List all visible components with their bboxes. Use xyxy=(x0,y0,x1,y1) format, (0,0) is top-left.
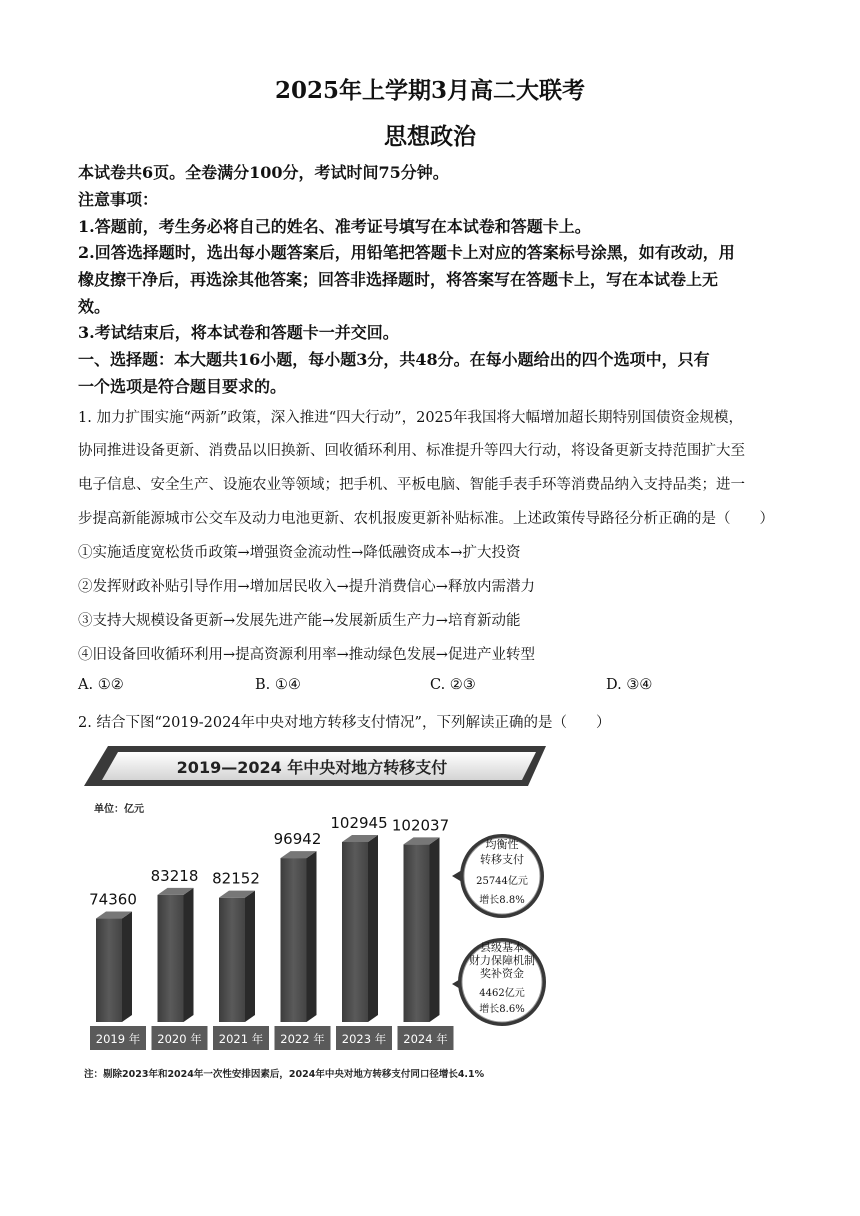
q1-statement-1: ①实施适度宽松货币政策→增强资金流动性→降低融资成本→扩大投资 xyxy=(78,545,521,561)
callout2-line-1: 县级基本 xyxy=(480,941,524,954)
bar-front xyxy=(342,842,368,1022)
bar-front xyxy=(96,919,122,1022)
notice-item-2-line-3: 效。 xyxy=(78,297,111,316)
callout-balanced-transfer xyxy=(452,834,544,918)
bar-front xyxy=(404,844,430,1022)
callout1-line-1: 均衡性 xyxy=(485,838,519,851)
q1-stem-line-4: 步提高新能源城市公交车及动力电池更新、农机报废更新补贴标准。上述政策传导路径分析正确的是（ ） xyxy=(78,511,774,527)
transfer-payment-chart xyxy=(84,746,554,1081)
bar-0 xyxy=(96,912,132,1022)
callout2-line-4: 4462亿元 xyxy=(479,988,525,999)
q1-statement-2: ②发挥财政补贴引导作用→增加居民收入→提升消费信心→释放内需潜力 xyxy=(78,579,535,595)
x-tick-label: 2019 年 xyxy=(95,1032,141,1046)
bar-front xyxy=(219,898,245,1022)
exam-title: 2025年上学期3月高二大联考 xyxy=(274,77,586,104)
chart-note: 注：剔除2023年和2024年一次性安排因素后，2024年中央对地方转移支付同口径增长4.1% xyxy=(84,1069,485,1080)
bar-4 xyxy=(342,835,378,1022)
bar-value-label: 82152 xyxy=(212,869,260,888)
callout2-line-3: 奖补资金 xyxy=(480,967,524,980)
notice-item-3: 3.考试结束后，将本试卷和答题卡一并交回。 xyxy=(78,323,399,342)
x-label-group xyxy=(90,1026,454,1050)
callout-county-reward-fund xyxy=(452,938,546,1026)
section-heading-line-2: 一个选项是符合题目要求的。 xyxy=(78,377,287,396)
callout2-line-2: 财力保障机制 xyxy=(469,954,535,967)
x-tick-label: 2022 年 xyxy=(280,1032,325,1046)
q1-option-a: A. ①② xyxy=(78,677,124,693)
q1-stem-line-3: 电子信息、安全生产、设施农业等领域；把手机、平板电脑、智能手表手环等消费品纳入支持品类；进一 xyxy=(78,477,745,493)
q1-option-c: C. ②③ xyxy=(430,677,476,693)
bar-value-label: 74360 xyxy=(89,890,137,909)
subject-title: 思想政治 xyxy=(384,123,476,150)
bar-group xyxy=(89,814,449,1022)
callout2-line-5: 增长8.6% xyxy=(479,1004,525,1015)
notice-item-2-line-2: 橡皮擦干净后，再选涂其他答案；回答非选择题时，将答案写在答题卡上，写在本试卷上无 xyxy=(78,270,719,289)
bar-2 xyxy=(219,891,255,1022)
bar-side xyxy=(430,837,440,1022)
q1-stem-line-1: 1. 加力扩围实施“两新”政策，深入推进“四大行动”，2025年我国将大幅增加超长期特别国债资金规模， xyxy=(78,410,743,426)
callout1-line-2: 转移支付 xyxy=(480,853,524,866)
bar-value-label: 102945 xyxy=(330,814,388,832)
bar-value-label: 83218 xyxy=(150,866,199,885)
bar-side xyxy=(307,851,317,1022)
q1-option-b: B. ①④ xyxy=(255,677,301,693)
x-tick-label: 2023 年 xyxy=(341,1032,387,1046)
bar-5 xyxy=(404,837,440,1022)
exam-info: 本试卷共6页。全卷满分100分，考试时间75分钟。 xyxy=(78,163,449,182)
section-heading-line-1: 一、选择题：本大题共16小题，每小题3分，共48分。在每小题给出的四个选项中，只有 xyxy=(78,350,710,369)
x-tick-label: 2024 年 xyxy=(403,1032,448,1046)
bar-1 xyxy=(158,888,194,1022)
notice-heading: 注意事项： xyxy=(78,190,159,209)
chart-banner xyxy=(84,746,546,786)
bar-side xyxy=(368,835,378,1022)
callout1-line-3: 25744亿元 xyxy=(476,876,528,887)
x-tick-label: 2020 年 xyxy=(157,1032,202,1046)
callout1-line-4: 增长8.8% xyxy=(479,895,525,906)
bar-side xyxy=(184,888,194,1022)
q1-stem-line-2: 协同推进设备更新、消费品以旧换新、回收循环利用、标准提升等四大行动，将设备更新支持范围扩大至 xyxy=(78,443,745,459)
q2-stem: 2. 结合下图“2019-2024年中央对地方转移支付情况”，下列解读正确的是（ ） xyxy=(78,715,611,731)
notice-item-2-line-1: 2.回答选择题时，选出每小题答案后，用铅笔把答题卡上对应的答案标号涂黑，如有改动，用 xyxy=(78,243,735,262)
bar-value-label: 102037 xyxy=(391,816,450,835)
q1-option-d: D. ③④ xyxy=(606,677,653,693)
bar-side xyxy=(122,912,132,1022)
x-tick-label: 2021 年 xyxy=(218,1032,264,1046)
notice-item-1: 1.答题前，考生务必将自己的姓名、准考证号填写在本试卷和答题卡上。 xyxy=(78,217,591,236)
bar-front xyxy=(281,858,307,1022)
q1-statement-3: ③支持大规模设备更新→发展先进产能→发展新质生产力→培育新动能 xyxy=(78,613,521,629)
chart-title: 2019—2024 年中央对地方转移支付 xyxy=(176,758,448,777)
bar-3 xyxy=(281,851,317,1022)
bar-value-label: 96942 xyxy=(273,830,322,849)
bar-front xyxy=(158,895,184,1022)
q1-statement-4: ④旧设备回收循环利用→提高资源利用率→推动绿色发展→促进产业转型 xyxy=(78,647,535,663)
bar-side xyxy=(245,891,255,1022)
chart-unit-label: 单位：亿元 xyxy=(94,804,144,815)
